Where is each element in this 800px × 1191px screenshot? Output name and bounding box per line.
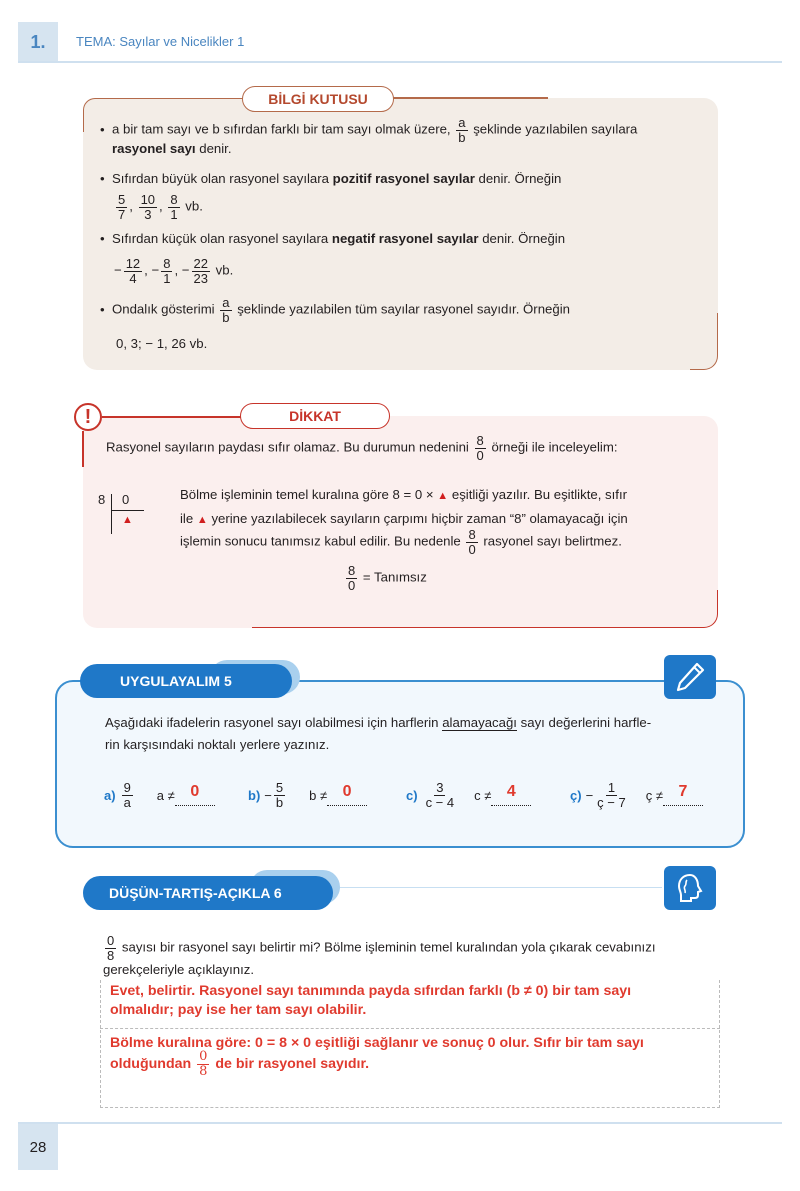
exercise-item-c-cedilla: ç) − $\frac{1}{ç - 7}$ ç ≠ 7 xyxy=(570,781,703,809)
fraction-0-over-8: $\frac{0}{8}$ xyxy=(107,933,115,963)
page-number: 28 xyxy=(18,1124,58,1170)
page-header-title: TEMA: Sayılar ve Nicelikler 1 xyxy=(76,34,245,49)
fraction: $\frac{22}{23}$ xyxy=(193,256,208,286)
answer-line-2: olmalıdır; pay ise her tam sayı olabilir. xyxy=(110,1002,367,1018)
warning-para-3: işlemin sonucu tanımsız kabul edilir. Bu nedenle $\frac{8}{0}$ rasyonel sayı belirtmez. xyxy=(180,527,622,557)
triangle-icon: ▲ xyxy=(122,514,133,526)
warning-intro: Rasyonel sayıların paydası sıfır olamaz. Bu durumun nedenini $\frac{8}{0}$ örneği ile inceleyelim: xyxy=(106,433,618,463)
answer-line-4: olduğundan $\frac{0}{8}$ de bir rasyonel sayıdır. xyxy=(110,1049,370,1079)
info-line-7: • Ondalık gösterimi $\frac{a}{b}$ şeklinde yazılabilen tüm sayılar rasyonel sayıdır. Örneğin xyxy=(100,295,570,325)
info-text: şeklinde yazılabilen sayılara xyxy=(473,121,638,137)
term-negatif: negatif rasyonel sayılar xyxy=(331,231,479,246)
exercise-item-a: a) $\frac{9}{a}$ a ≠ 0 xyxy=(104,781,215,809)
discussion-question-1: $\frac{0}{8}$ sayısı bir rasyonel sayı belirtir mi? Bölme işleminin temel kuralından yola çıkarak cevabınızı xyxy=(107,933,656,963)
fraction: $\frac{8}{1}$ xyxy=(170,192,178,222)
warning-box-title: DİKKAT xyxy=(240,403,390,429)
info-line-2: rasyonel sayı denir. xyxy=(112,141,232,156)
fraction-a-over-b: $\frac{a}{b}$ xyxy=(458,115,466,145)
decimal-examples: 0, 3; − 1, 26 vb. xyxy=(116,336,208,351)
exercise-item-c: c) $\frac{3}{c - 4}$ c ≠ 4 xyxy=(406,781,531,809)
exercise-title: UYGULAYALIM 5 xyxy=(80,664,292,698)
footer-divider xyxy=(18,1122,782,1124)
answer-field-c[interactable]: 4 xyxy=(491,784,531,806)
discussion-title: DÜŞÜN-TARTIŞ-AÇIKLA 6 xyxy=(83,876,333,910)
fraction-8-over-0: $\frac{8}{0}$ xyxy=(476,433,484,463)
triangle-icon: ▲ xyxy=(437,490,449,502)
answer-field-b[interactable]: 0 xyxy=(327,784,367,806)
triangle-icon: ▲ xyxy=(196,514,208,526)
discussion-divider xyxy=(332,887,662,888)
fraction: $\frac{10}{3}$ xyxy=(140,192,156,222)
positive-examples: $\frac{5}{7}$ , $\frac{10}{3}$ , $\frac{8}{1}$ vb. xyxy=(118,192,203,222)
long-division-diagram: 8 0 ▲ xyxy=(98,492,146,538)
info-box-frame-top xyxy=(393,97,548,99)
warning-para-1: Bölme işleminin temel kuralına göre 8 = 0 × ▲ eşitliği yazılır. Bu eşitlikte, sıfır xyxy=(180,487,628,502)
exercise-instruction-2: rin karşısındaki noktalı yerlere yazınız. xyxy=(105,737,330,752)
term-rasyonel-sayi: rasyonel sayı xyxy=(112,141,196,156)
exercise-instruction-1: Aşağıdaki ifadelerin rasyonel sayı olabilmesi için harflerin alamayacağı sayı değerlerini harfle- xyxy=(105,715,652,730)
pencil-icon xyxy=(664,655,716,699)
warning-para-2: ile ▲ yerine yazılabilecek sayıların çarpımı hiçbir zaman “8” olamayacağı için xyxy=(180,511,628,526)
warning-frame-left xyxy=(82,431,84,467)
answer-field-c-cedilla[interactable]: 7 xyxy=(663,784,703,806)
info-text: a bir tam sayı ve b sıfırdan farklı bir tam sayı olmak üzere, xyxy=(112,121,451,137)
fraction-8-over-0: $\frac{8}{0}$ xyxy=(348,563,356,593)
info-line-1: • a bir tam sayı ve b sıfırdan farklı bir tam sayı olmak üzere, $\frac{a}{b}$ şeklinde yazılabilen sayılara xyxy=(100,115,638,145)
unit-number: 1. xyxy=(18,22,58,62)
fraction-8-over-0: $\frac{8}{0}$ xyxy=(468,527,476,557)
exercise-box xyxy=(55,680,745,848)
answer-area-divider xyxy=(100,1028,720,1029)
header-divider xyxy=(18,61,782,63)
info-box-title: BİLGİ KUTUSU xyxy=(242,86,394,112)
exclamation-icon: ! xyxy=(74,403,102,431)
fraction: $\frac{12}{4}$ xyxy=(125,256,141,286)
warning-frame-corner xyxy=(252,590,718,628)
answer-line-3: Bölme kuralına göre: 0 = 8 × 0 eşitliği sağlanır ve sonuç 0 olur. Sıfır bir tam sayı xyxy=(110,1035,644,1051)
warning-frame-top xyxy=(102,416,242,418)
exercise-item-b: b) − $\frac{5}{b}$ b ≠ 0 xyxy=(248,781,367,809)
term-pozitif: pozitif rasyonel sayılar xyxy=(332,171,475,186)
fraction-a-over-b: $\frac{a}{b}$ xyxy=(222,295,230,325)
negative-examples: − $\frac{12}{4}$ , − $\frac{8}{1}$ , − $\frac{22}{23}$ vb. xyxy=(114,256,234,286)
discussion-question-2: gerekçeleriyle açıklayınız. xyxy=(103,962,254,977)
fraction: $\frac{8}{1}$ xyxy=(163,256,171,286)
answer-line-1: Evet, belirtir. Rasyonel sayı tanımında payda sıfırdan farklı (b ≠ 0) bir tam sayı xyxy=(110,983,632,999)
answer-field-a[interactable]: 0 xyxy=(175,784,215,806)
info-line-5: • Sıfırdan küçük olan rasyonel sayılara negatif rasyonel sayılar denir. Örneğin xyxy=(100,231,566,246)
info-box-frame-corner xyxy=(690,313,718,370)
undefined-result: $\frac{8}{0}$ = Tanımsız xyxy=(348,563,427,593)
brain-icon xyxy=(664,866,716,910)
fraction-0-over-8: $\frac{0}{8}$ xyxy=(199,1049,208,1079)
info-line-3: • Sıfırdan büyük olan rasyonel sayılara pozitif rasyonel sayılar denir. Örneğin xyxy=(100,171,562,186)
fraction: $\frac{5}{7}$ xyxy=(118,192,126,222)
